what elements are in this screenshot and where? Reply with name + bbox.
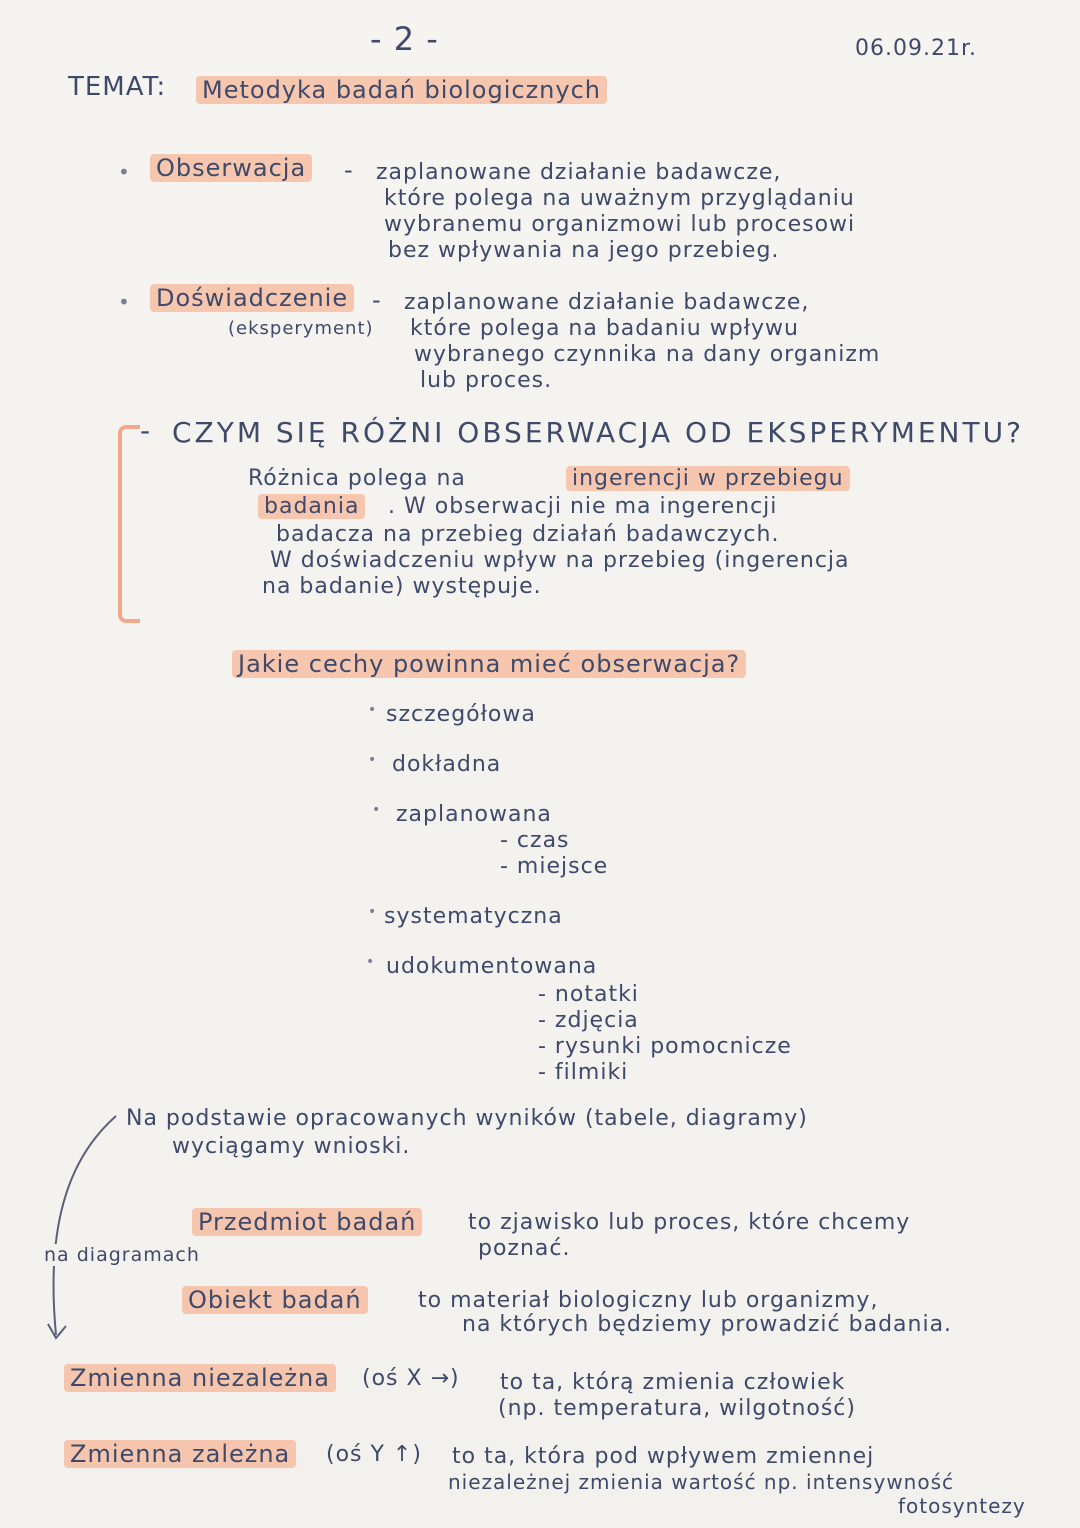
feature-item: dokładna [392,752,502,777]
side-note: na diagramach [44,1244,200,1266]
curved-arrow-icon [36,1110,126,1350]
date: 06.09.21r. [855,36,977,61]
feature-item: udokumentowana [386,954,598,979]
feature-item: szczegółowa [386,702,536,727]
conclusions-line: Na podstawie opracowanych wyników (tabele, diagramy) [126,1106,808,1131]
bullet-icon: • [118,160,130,184]
features-question: Jakie cechy powinna mieć obserwacja? [232,650,746,678]
subject-line: to zjawisko lub proces, które chcemy [468,1210,911,1235]
feature-sub-item: - zdjęcia [538,1008,639,1033]
answer-line: . W obserwacji nie ma ingerencji [388,494,778,519]
independent-axis: (oś X →) [362,1366,460,1391]
bullet-icon: • [368,752,377,768]
experiment-aside: (eksperyment) [228,318,374,339]
answer-highlight: ingerencji w przebiegu [566,466,850,491]
answer-line: badacza na przebieg działań badawczych. [276,522,780,547]
observation-dash: - [344,156,354,184]
object-line: na których będziemy prowadzić badania. [462,1312,953,1337]
experiment-line: lub proces. [420,368,553,393]
experiment-line: wybranego czynnika na dany organizm [414,342,881,367]
feature-sub-item: - notatki [538,982,639,1007]
answer-highlight: badania [258,494,365,519]
object-line: to materiał biologiczny lub organizmy, [418,1288,879,1313]
object-term: Obiekt badań [182,1286,368,1314]
observation-line: bez wpływania na jego przebieg. [388,238,780,263]
topic-title: Metodyka badań biologicznych [196,76,607,104]
bullet-icon: • [372,802,381,818]
bullet-icon: • [118,290,130,314]
dependent-line: niezależnej zmienia wartość np. intensywność [448,1470,955,1494]
independent-term: Zmienna niezależna [64,1364,336,1392]
observation-line: wybranemu organizmowi lub procesowi [384,212,856,237]
experiment-dash: - [372,286,382,314]
observation-term: Obserwacja [150,154,312,182]
bullet-icon: • [368,904,377,920]
question-dash: - [140,414,154,447]
observation-line: które polega na uważnym przyglądaniu [384,186,855,211]
feature-item: zaplanowana [396,802,552,827]
conclusions-line: wyciągamy wnioski. [172,1134,411,1159]
experiment-term: Doświadczenie [150,284,354,312]
subject-line: poznać. [478,1236,571,1261]
independent-line: (np. temperatura, wilgotność) [498,1396,856,1421]
feature-sub-item: - czas [500,828,570,853]
answer-line: na badanie) występuje. [262,574,542,599]
bracket-decoration [118,425,140,623]
experiment-line: które polega na badaniu wpływu [410,316,799,341]
dependent-term: Zmienna zależna [64,1440,296,1468]
feature-item: systematyczna [384,904,563,929]
bullet-icon: • [368,702,377,718]
subject-term: Przedmiot badań [192,1208,422,1236]
feature-sub-item: - rysunki pomocnicze [538,1034,792,1059]
topic-prefix: TEMAT: [68,72,167,102]
dependent-line: fotosyntezy [898,1494,1026,1518]
bullet-icon: • [366,954,375,970]
answer-line: W doświadczeniu wpływ na przebieg (ingerencja [270,548,850,573]
question-difference: CZYM SIĘ RÓŻNI OBSERWACJA OD EKSPERYMENTU? [172,416,1024,449]
dependent-line: to ta, która pod wpływem zmiennej [452,1444,875,1469]
answer-line: Różnica polega na [248,466,466,491]
experiment-line: zaplanowane działanie badawcze, [404,290,810,315]
dependent-axis: (oś Y ↑) [326,1442,422,1467]
page-number: - 2 - [370,20,439,58]
feature-sub-item: - miejsce [500,854,609,879]
independent-line: to ta, którą zmienia człowiek [500,1370,846,1395]
feature-sub-item: - filmiki [538,1060,629,1085]
observation-line: zaplanowane działanie badawcze, [376,160,782,185]
